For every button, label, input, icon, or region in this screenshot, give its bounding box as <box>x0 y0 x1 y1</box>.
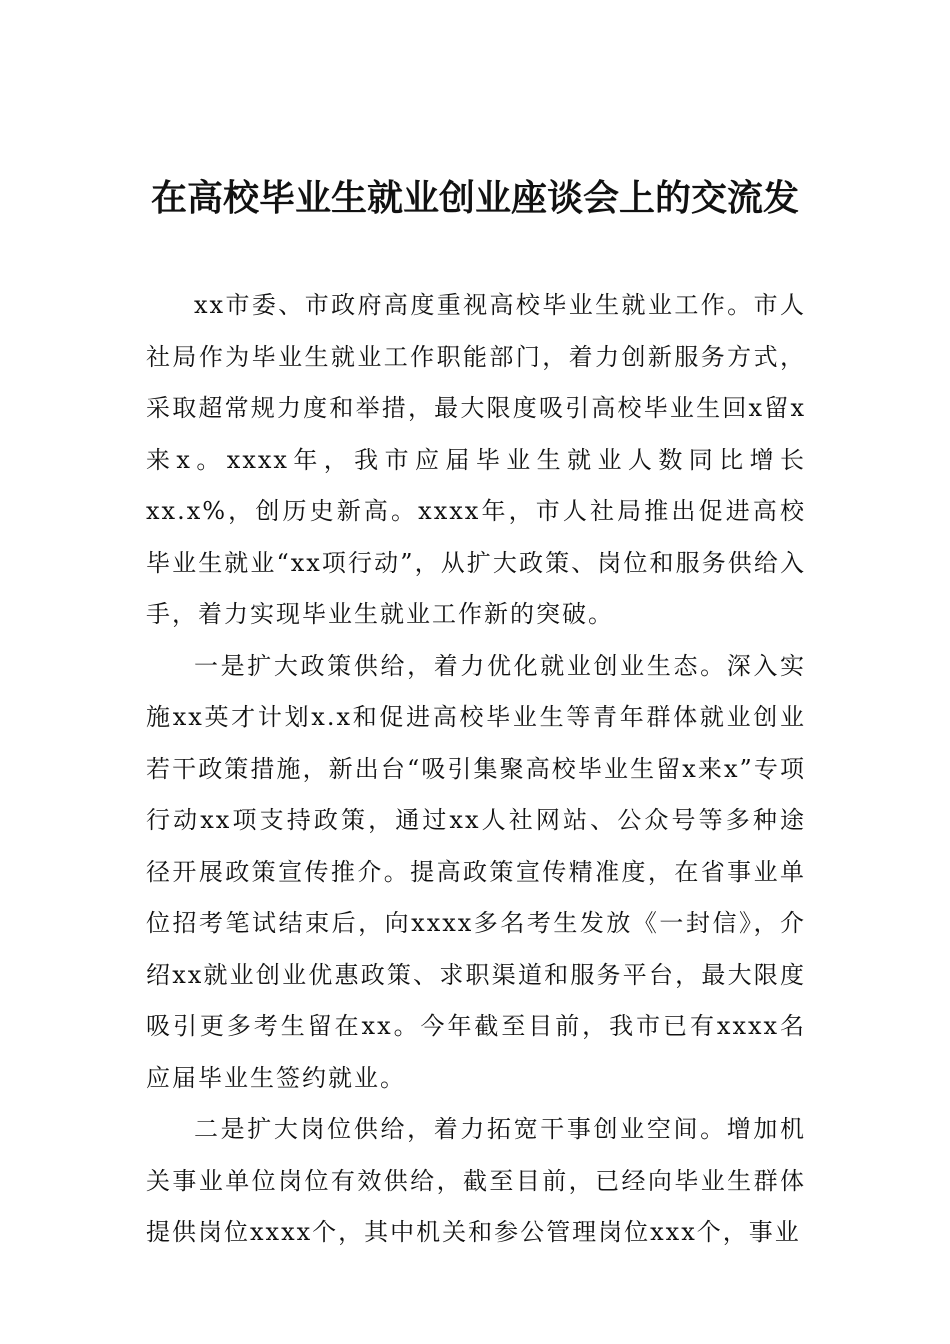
paragraph-intro: xx市委、市政府高度重视高校毕业生就业工作。市人社局作为毕业生就业工作职能部门，着力创新服务方式，采取超常规力度和举措，最大限度吸引高校毕业生回x留x来x。xxxx年，我市应届毕业生就业人数同比增长xx.x%，创历史新高。xxxx年，市人社局推出促进高校毕业生就业“xx项行动”，从扩大政策、岗位和服务供给入手，着力实现毕业生就业工作新的突破。 <box>146 291 806 628</box>
paragraph-policy-supply: 一是扩大政策供给，着力优化就业创业生态。深入实施xx英才计划x.x和促进高校毕业生等青年群体就业创业若干政策措施，新出台“吸引集聚高校毕业生留x来x”专项行动xx项支持政策，通过xx人社网站、公众号等多种途径开展政策宣传推介。提高政策宣传精准度，在省事业单位招考笔试结束后，向xxxx多名考生发放《一封信》，介绍xx就业创业优惠政策、求职渠道和服务平台，最大限度吸引更多考生留在xx。今年截至目前，我市已有xxxx名应届毕业生签约就业。 <box>146 651 806 1092</box>
paragraph-job-supply: 二是扩大岗位供给，着力拓宽干事创业空间。增加机关事业单位岗位有效供给，截至目前，已经向毕业生群体提供岗位xxxx个，其中机关和参公管理岗位xxx个，事业 <box>146 1115 806 1246</box>
document-title: 在高校毕业生就业创业座谈会上的交流发 <box>150 177 799 219</box>
document-body <box>146 280 806 1259</box>
